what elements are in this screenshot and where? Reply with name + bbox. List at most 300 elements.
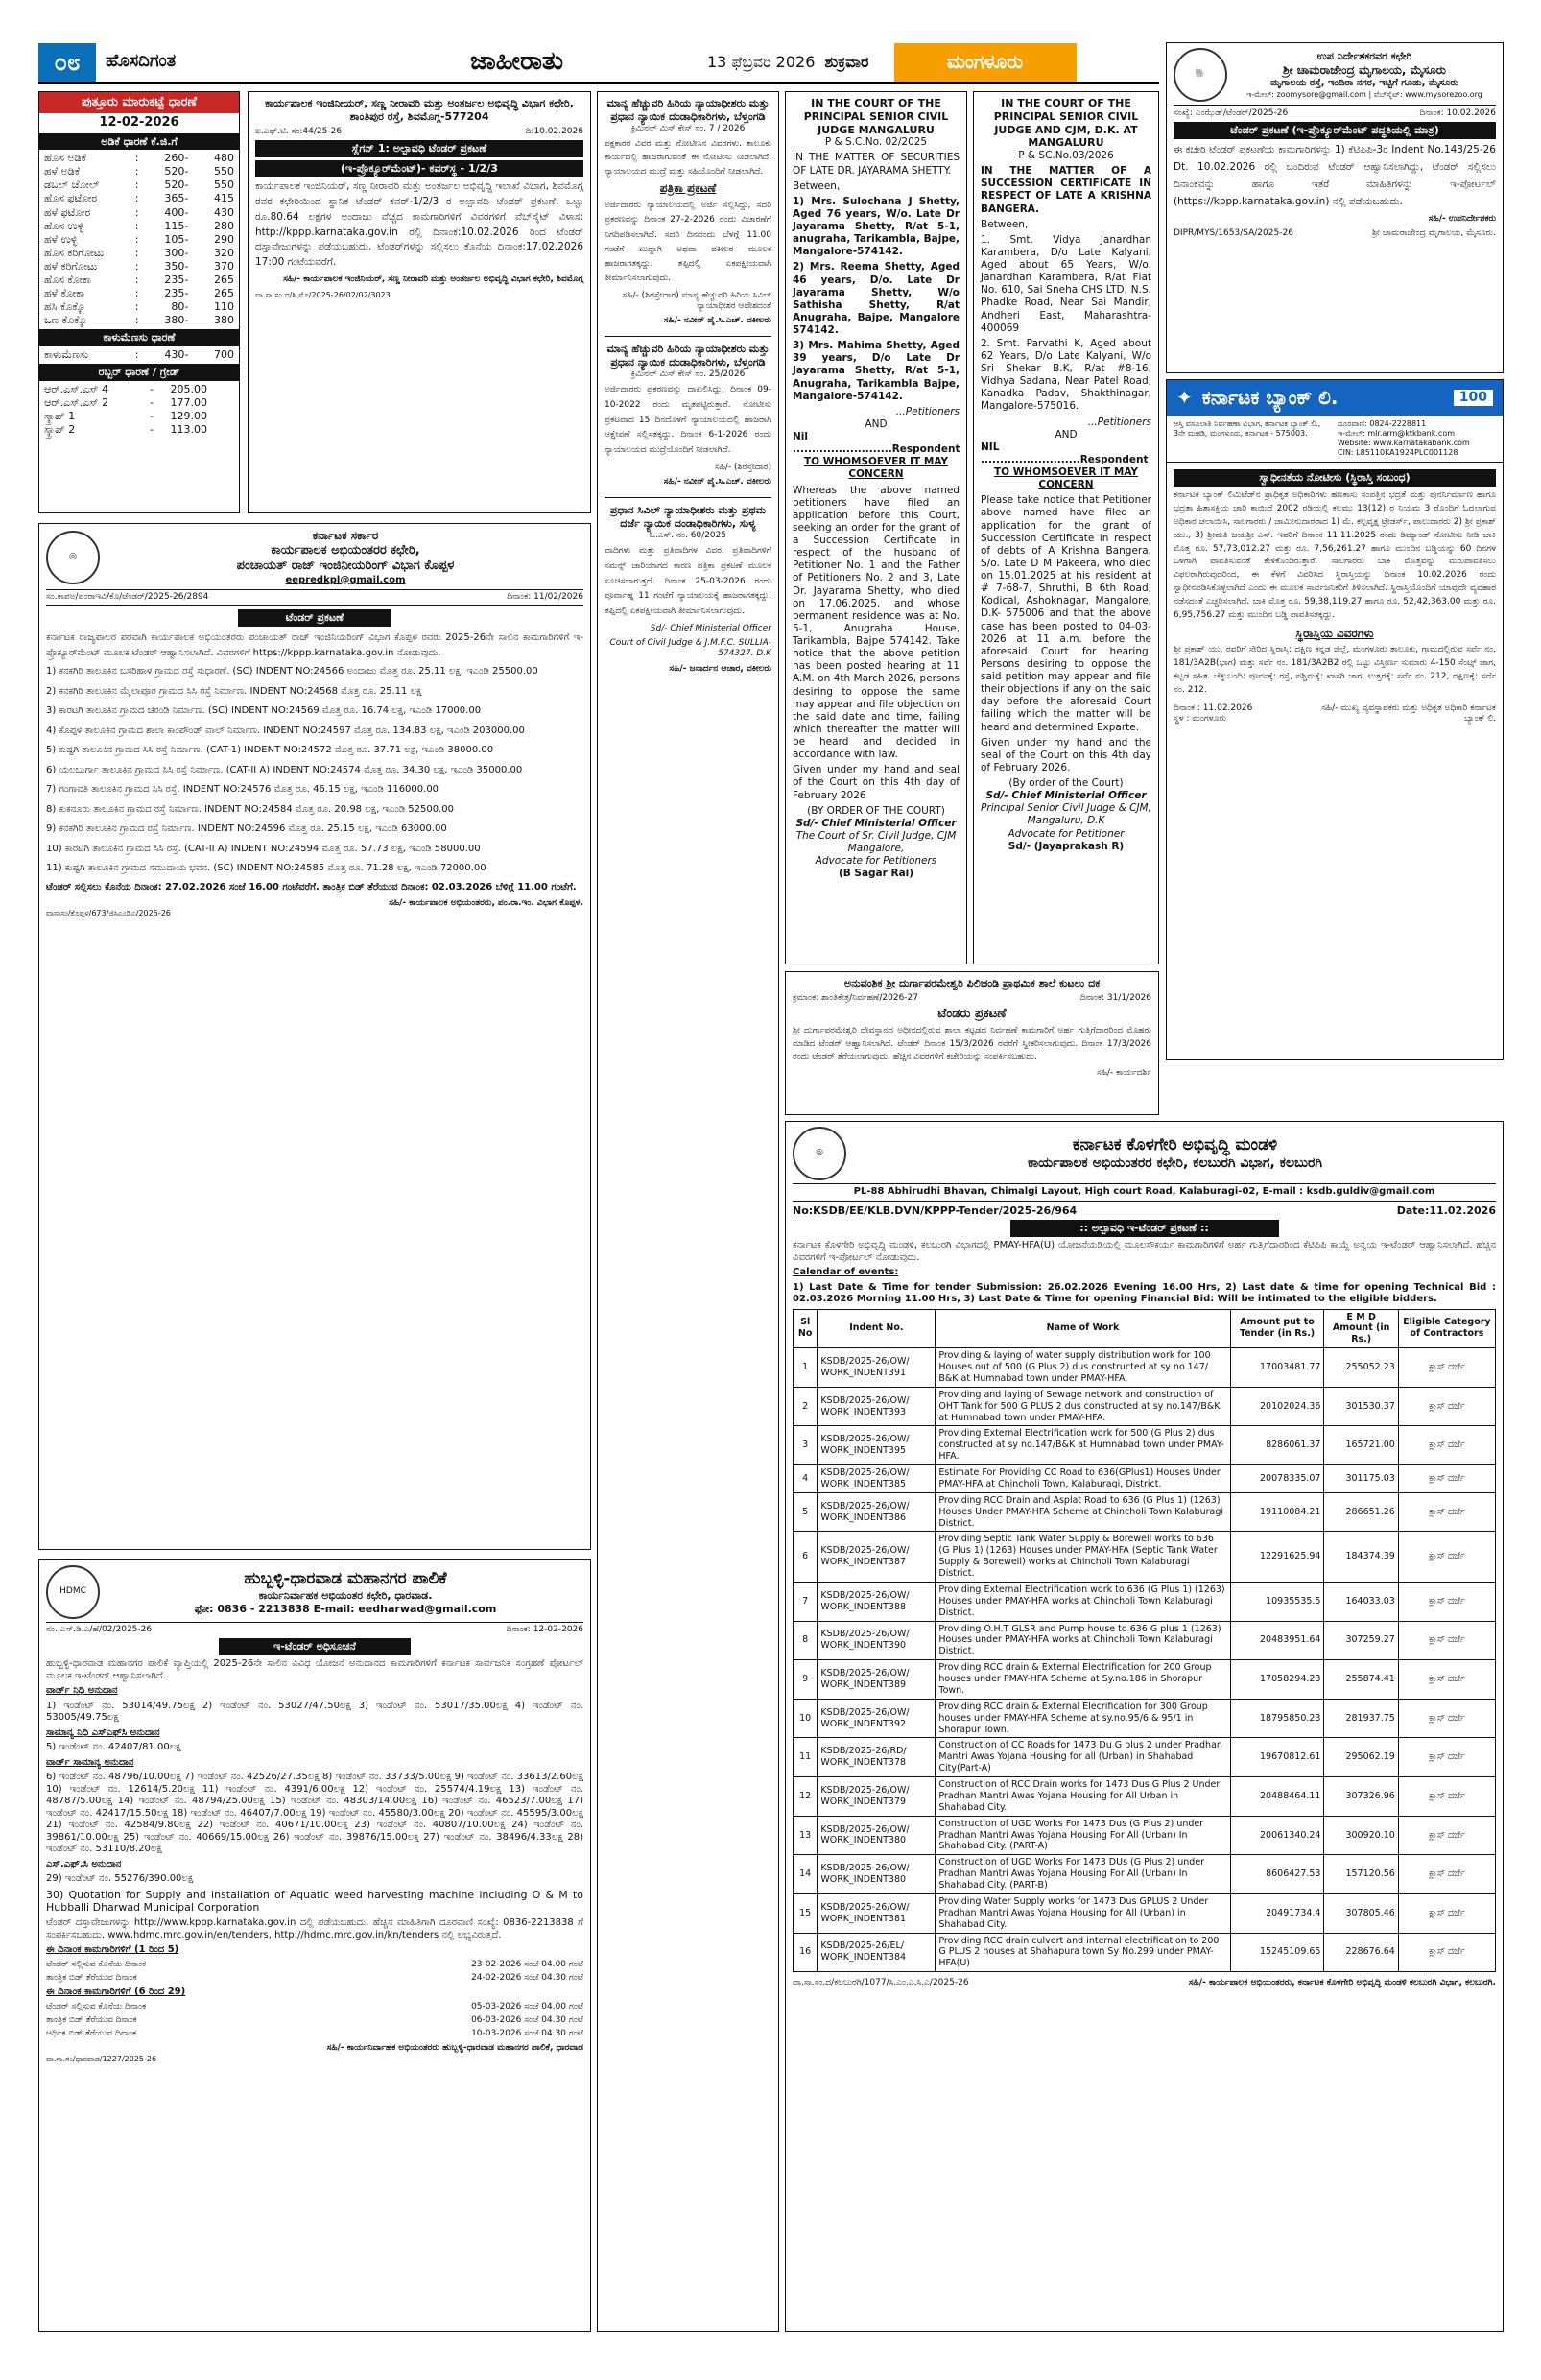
masthead: [38, 42, 1159, 84]
amount-cell: 15245109.65: [1230, 1933, 1324, 1972]
page-number: ೦೮: [38, 43, 96, 82]
market-item-low: 235: [164, 273, 185, 286]
category-cell: ಕ್ಲಾಸ್ ದರ್ಜೆ: [1398, 1933, 1495, 1972]
sl-cell: 9: [794, 1660, 818, 1700]
market-item-low: 80: [171, 300, 185, 314]
pepper-row: ಕಾಳುಮೆಣಸು : 430 - 700: [44, 348, 235, 362]
court-a-respondent: Nil ..........................Respondent: [793, 431, 960, 456]
work-cell: Construction of UGD Works For 1473 DUs (G Plus 2) under Pradhan Mantri Awas Yojana Housing For All (Urban) In Shahabad City. (PART-B): [936, 1855, 1230, 1894]
indent-cell: KSDB/2025-26/OW/ WORK_INDENT379: [818, 1777, 936, 1817]
separator: -: [184, 219, 189, 232]
calendar-label: ಟೆಂಡರ್ ಸಲ್ಲಿಸುವ ಕೊನೆಯ ದಿನಾಂಕ: [46, 1959, 147, 1969]
table-row: [794, 1816, 1496, 1855]
work-cell: Construction of RCC Drain works for 1473 Dus G Plus 2 Under Pradhan Mantri Awas Yojana Housing for All Urban in Shahabad City.: [936, 1777, 1230, 1817]
category-cell: ಕ್ಲಾಸ್ ದರ್ಜೆ: [1398, 1582, 1495, 1621]
indent-cell: KSDB/2025-26/OW/ WORK_INDENT385: [818, 1465, 936, 1493]
calendar-label: ಆರ್ಥಿಕ ಬಿಡ್ ತೆರೆಯುವ ದಿನಾಂಕ: [46, 2029, 137, 2038]
market-row: [44, 247, 234, 260]
category-cell: ಕ್ಲಾಸ್ ದರ್ಜೆ: [1398, 1699, 1495, 1738]
sl-cell: 13: [794, 1816, 818, 1855]
market-row: [44, 233, 234, 247]
rubber-grade: ಸ್ಕ್ರಾಪ್ 2: [44, 423, 76, 437]
amount-cell: 8606427.53: [1230, 1855, 1324, 1894]
amount-cell: 19670812.61: [1230, 1738, 1324, 1777]
separator: :: [134, 232, 139, 246]
market-row: [44, 220, 234, 233]
court2-sign: ಸಹಿ/- (ಶಿರಸ್ತೇದಾರ): [714, 462, 771, 472]
ksdb-table-body: [794, 1348, 1496, 1972]
table-header-cell: Eligible Category of Contractors: [1398, 1309, 1495, 1348]
work-cell: Construction of UGD Works For 1473 Dus (G Plus 2) under Pradhan Mantri Awas Yojana Housing For All (Urban) In Shahabad City. (PART-A): [936, 1816, 1230, 1855]
temple-sign: ಸಹಿ/- ಕಾರ್ಯದರ್ಶಿ: [1096, 1067, 1151, 1078]
separator: :: [134, 314, 139, 327]
emd-cell: 301530.37: [1324, 1387, 1398, 1426]
sl-cell: 14: [794, 1855, 818, 1894]
court3-case: ಓ.ಎಸ್. ನಂ. 60/2025: [649, 530, 727, 540]
indent-cell: KSDB/2025-26/OW/ WORK_INDENT393: [818, 1387, 936, 1426]
indent-cell: KSDB/2025-26/OW/ WORK_INDENT380: [818, 1855, 936, 1894]
shimoga-ref: ಐ.ಎಫ್.ಟಿ. ಸಂ:44/25-26: [255, 126, 343, 136]
indent-cell: KSDB/2025-26/OW/ WORK_INDENT390: [818, 1621, 936, 1660]
calendar-label: ತಾಂತ್ರಿಕ ಬಿಡ್ ತೆರೆಯುವ ದಿನಾಂಕ: [46, 2014, 137, 2025]
separator: -: [184, 232, 189, 246]
mysore-body: ಈ ಕಚೇರಿ ಟೆಂಡರ್ ಪ್ರಕಟಣೆಯ ಕಾಮಗಾರಿಗಳನ್ನು 1) ಕೆಟಿಪಿಪಿ-3ರ Indent No.143/25-26 Dt. 10.02.2026 ರಲ್ಲಿ ಬಂದಿರುವ ಟೆಂಡರ್ ಆಹ್ವಾನಿಸಲಾಗಿದ್ದು, ಟೆಂಡರ್ ಸಲ್ಲಿಸಲು ದಿನಾಂಕವನ್ನು ಹಾಗೂ ಇತರೆ ಮಾಹಿತಿಗಳನ್ನು ಇ-ಪೋರ್ಟಲ್ (https://kppp.karnataka.gov.in) ನಲ್ಲಿ ಪಡೆಯಬಹುದು.: [1174, 144, 1496, 207]
court-a-to-whom: TO WHOMSOEVER IT MAY CONCERN: [803, 456, 949, 481]
work-cell: Providing O.H.T GLSR and Pump house to 636 G plus 1 (1263) Houses under PMAY-HFA works at Chincholi Town Kalaburagi District.: [936, 1621, 1230, 1660]
table-row: [794, 1933, 1496, 1972]
hubli-group-label: ಎಸ್.ಎಫ್.ಸಿ ಅನುದಾನ: [46, 1858, 122, 1869]
zoo-logo-icon: 🐘: [1174, 48, 1227, 102]
ksdb-office: ಕಾರ್ಯಪಾಲಕ ಅಭಿಯಂತರರ ಕಛೇರಿ, ಕಲಬುರಗಿ ವಿಭಾಗ, ಕಲಬುರಗಿ: [1027, 1154, 1323, 1171]
court1-case: ಕ್ರಿಮಿನಲ್ ಮಿಸ್ ಕೇಸ್ ನಂ. 7 / 2026: [630, 123, 746, 133]
calendar-value: 05-03-2026 ಸಂಜೆ 04.00 ಗಂಟೆ: [471, 2001, 583, 2011]
market-item-name: ಹಳೆ ಫಟೋರ: [44, 205, 91, 219]
shimoga-office: ಕಾರ್ಯಪಾಲಕ ಇಂಜಿನೀಯರ್, ಸಣ್ಣ ನೀರಾವರಿ ಮತ್ತು ಅಂತರ್ಜಲ ಅಭಿವೃದ್ಧಿ ವಿಭಾಗ ಕಛೇರಿ, ಶಾಂತಿಪುರ ರಸ್ತೆ, ಶಿವಮೊಗ್ಗ-577204: [265, 97, 574, 123]
kbl-address: ಆಸ್ತಿ ವಸೂಲಾತಿ ನಿರ್ವಹಣಾ ವಿಭಾಗ, ಕರ್ನಾಟಕ ಬ್ಯಾಂಕ್ ಲಿ., 3ನೇ ಮಹಡಿ, ಮಂಗಳೂರು, ಕರ್ನಾಟಕ - 575003.: [1174, 419, 1321, 438]
category-cell: ಕ್ಲಾಸ್ ದರ್ಜೆ: [1398, 1348, 1495, 1388]
separator: -: [184, 246, 189, 259]
sl-cell: 4: [794, 1465, 818, 1493]
market-item-high: 550: [214, 165, 235, 178]
indent-cell: KSDB/2025-26/RD/ WORK_INDENT378: [818, 1738, 936, 1777]
ksdb-kalaburagi-tender: [785, 1121, 1504, 2332]
category-cell: ಕ್ಲಾಸ್ ದರ್ಜೆ: [1398, 1660, 1495, 1700]
court-a-case: P & S.C.No. 02/2025: [824, 136, 928, 149]
court-b-pet-label: ...Petitioners: [1087, 416, 1151, 428]
temple-school-tender: [785, 971, 1159, 1115]
court-a-petitioner-2: 2) Mrs. Reema Shetty, Aged 46 years, D/o. Late Dr Jayarama Shetty, W/o Sathisha Shetty, R/at Anugraha, Bajpe, Mangalore 574142.: [793, 261, 960, 336]
amount-cell: 20488464.11: [1230, 1777, 1324, 1817]
indent-cell: KSDB/2025-26/OW/ WORK_INDENT391: [818, 1348, 936, 1388]
work-cell: Providing and laying of Sewage network and construction of OHT Tank for 500 G PLUS 2 dus constructed at sy no.147/B&K at Humnabad town under PMAY-HFA.: [936, 1387, 1230, 1426]
paper-name: ಹೊಸದಿಗಂತ: [106, 51, 177, 72]
court1-advocate: ಸಹಿ/- ನವೀನ್ ಪೈ.ಸಿ.ಎಚ್. ವಕೀಲರು: [663, 316, 771, 326]
market-item-name: ಹಳೆ ಅಡಿಕೆ: [44, 165, 81, 178]
rubber-row: [44, 410, 234, 423]
issue-day: ಶುಕ್ರವಾರ: [824, 52, 869, 71]
market-item-high: 110: [214, 300, 235, 314]
separator: -: [184, 192, 189, 205]
hubli-calendar-2: [46, 2002, 583, 2040]
amount-cell: 18795850.23: [1230, 1699, 1324, 1738]
mysore-sign: ಸಹಿ/- ಉಪನಿರ್ದೇಶಕರು: [1428, 214, 1496, 225]
mysore-line4: ಇ-ಮೇಲ್: zoomysore@gmail.com | ವೆಬ್‌ಸೈಟ್: www.mysorezoo.org: [1246, 89, 1482, 99]
rubber-value: 113.00: [170, 423, 207, 437]
rubber-grade: ಆರ್.ಎಸ್.ಎಸ್ 2: [44, 395, 109, 409]
emd-cell: 255052.23: [1324, 1348, 1398, 1388]
court-a-sd2: The Court of Sr. Civil Judge, CJM Mangalore,: [795, 829, 957, 854]
court-a-body: Whereas the above named petitioners have filed an application before this Court, seeking an order for the grant of a Succession Certificate in respect of the husband of Petitioner No. 1 and the Father of Petitioners No. 2 and 3, Late Dr. Jayarama Shetty, who died on 17.06.2025, and whose permanent residence was at No. 5-1, Anugraha House, Tarikambla, Bajpe 574142. Take notice that the above petition has been posted hearing at 11 A.M. on 4th March 2026, persons desiring to oppose the same may appear and file objection on the said date and time, failing which thereafter the matter will be heard and decided in accordance with law.: [793, 484, 960, 761]
hubli-group-label: ವಾರ್ಡ್ ಸಾಮಾನ್ಯ ಅನುದಾನ: [46, 1756, 134, 1768]
kbl-body: ಕರ್ನಾಟಕ ಬ್ಯಾಂಕ್ ಲಿಮಿಟೆಡ್‌ನ ಪ್ರಾಧಿಕೃತ ಅಧಿಕಾರಿಗಳು ಹಣಕಾಸು ಸಂಪತ್ತಿನ ಭದ್ರತೆ ಮತ್ತು ಪುನರ್ನಿರ್ಮಾಣ ಹಾಗೂ ಭದ್ರತಾ ಹಿತಾಸಕ್ತಿಯ ಜಾರಿ ಕಾಯಿದೆ 2002 ರಡಿಯಲ್ಲಿ ಕಲಮು 13(12) ರ ನಿಯಮ 3 ರೊಂದಿಗೆ ಓದಲಾಗುವ ಅಧಿಕಾರ ಚಲಾಯಿಸಿ, ಸಾಲಗಾರರು / ಜಾಮೀನುದಾರರಾದ 1) ಮೆ. ಕಲ್ಪವೃಕ್ಷ ಟ್ರೇಡರ್ಸ್, ಪಾಲುದಾರರು 2) ಶ್ರೀ ಪ್ರಕಾಶ್ ಯು., 3) ಶ್ರೀಮತಿ ಜಯಶ್ರೀ ಎಸ್. ಇವರಿಗೆ ದಿನಾಂಕ 11.11.2025 ರಂದು ಡಿಮ್ಯಾಂಡ್ ನೋಟೀಸು ನೀಡಿ ಬಾಕಿ ಮೊತ್ತ ರೂ. 57,73,012.27 ಮತ್ತು ರೂ. 7,56,261.27 ಹಾಗೂ ಮುಂದಿನ ಬಡ್ಡಿಯನ್ನು 60 ದಿನಗಳ ಒಳಗಾಗಿ ಪಾವತಿಸುವಂತೆ ಕೇಳಿಕೊಂಡಿರುತ್ತಾರೆ. ಸಾಲಗಾರರು ಬಾಕಿ ಮೊತ್ತವನ್ನು ಮರುಪಾವತಿಸಲು ವಿಫಲರಾಗಿರುವುದರಿಂದ, ಈ ಕೆಳಗೆ ವಿವರಿಸಿದ ಸ್ಥಿರಾಸ್ತಿಯನ್ನು ದಿನಾಂಕ 10.02.2026 ರಂದು ಸ್ವಾಧೀನಪಡಿಸಿಕೊಳ್ಳಲಾಗಿದೆ ಎಂದು ಈ ಮೂಲಕ ಸಾರ್ವಜನಿಕರಿಗೆ ತಿಳಿಸಲಾಗಿದೆ. ಸ್ಥಿರಾಸ್ತಿಯೊಂದಿಗೆ ಯಾವುದೇ ವ್ಯವಹಾರ ನಡೆಸದಂತೆ ಎಚ್ಚರಿಸಲಾಗಿದೆ. ಬಾಕಿ ಮೊತ್ತ ರೂ. 59,38,119.27 ಹಾಗೂ ರೂ. 52,42,363.00 ಮತ್ತು ರೂ. 6,95,756.27 ಮತ್ತು ಮುಂದಿನ ಬಡ್ಡಿ ಪಾವತಿಸತಕ್ಕದ್ದು.: [1174, 489, 1496, 621]
koppal-dates: ಟೆಂಡರ್ ಸಲ್ಲಿಸಲು ಕೊನೆಯ ದಿನಾಂಕ: 27.02.2026 ಸಂಜೆ 16.00 ಗಂಟೆವರೆಗೆ. ತಾಂತ್ರಿಕ ಬಿಡ್ ತೆರೆಯುವ ದಿನಾಂಕ: 02.03.2026 ಬೆಳಿಗ್ಗೆ 11.00 ಗಂಟೆಗೆ.: [46, 881, 577, 892]
separator: -: [184, 287, 189, 300]
court-b-order: (By order of the Court): [1008, 777, 1124, 789]
koppal-email: eepredkpl@gmail.com: [285, 574, 406, 585]
hubli-calendar-title: ಈ ದಿನಾಂಕ ಕಾಮಗಾರಿಗಳಿಗೆ (1 ರಿಂದ 5): [46, 1944, 179, 1955]
ksdb-ref: No:KSDB/EE/KLB.DVN/KPPP-Tender/2025-26/964: [793, 1203, 1078, 1217]
shimoga-tender-notice: [248, 91, 591, 513]
rubber-grade: ಆರ್.ಎಸ್.ಎಸ್ 4: [44, 382, 109, 395]
court3-body: ವಾದಿಗಳು ಮತ್ತು ಪ್ರತಿವಾದಿಗಳ ವಿವರ. ಪ್ರತಿವಾದಿಗಳಿಗೆ ಸಮನ್ಸ್ ಜಾರಿಯಾಗದ ಕಾರಣ ಪತ್ರಿಕಾ ಪ್ರಕಟಣೆ ಮೂಲಕ ಸೂಚಿಸಲಾಗುತ್ತದೆ. ದಿನಾಂಕ 25-03-2026 ರಂದು ಪೂರ್ವಾಹ್ನ 11 ಗಂಟೆಗೆ ನ್ಯಾಯಾಲಯಕ್ಕೆ ಹಾಜರಾಗತಕ್ಕದ್ದು. ತಪ್ಪಿದಲ್ಲಿ ಏಕಪಕ್ಷೀಯವಾಗಿ ತೀರ್ಮಾನಿಸಲಾಗುವುದು.: [605, 546, 771, 617]
separator: -: [184, 152, 189, 165]
court1-subtitle: ಪತ್ರಿಕಾ ಪ್ರಕಟಣೆ: [659, 180, 717, 195]
calendar-value: 10-03-2026 ಸಂಜೆ 04.30 ಗಂಟೆ: [471, 2029, 583, 2038]
court1-sign: ಸಹಿ/- (ಶಿರಸ್ತೇದಾರ) ಮಾನ್ಯ ಹೆಚ್ಚುವರಿ ಹಿರಿಯ ಸಿವಿಲ್ ನ್ಯಾಯಾಧೀಶರ ಆದೇಶದಂತೆ: [622, 290, 771, 311]
hubli-date: ದಿನಾಂಕ: 12-02-2026: [506, 1625, 583, 1634]
table-header-cell: E M D Amount (in Rs.): [1324, 1309, 1398, 1348]
court-a-petitioner-1: 1) Mrs. Sulochana J Shetty, Aged 76 years, W/o. Late Dr Jayarama Shetty, R/at 5-1, anugraha, Tarikambla, Bajpe, Mangalore-574142.: [793, 195, 960, 258]
market-item-high: 280: [214, 219, 235, 232]
court3-advocate: ಸಹಿ/- ಜನಾರ್ದನ ಆಚಾರ, ವಕೀಲರು: [669, 663, 771, 674]
separator: :: [134, 178, 139, 192]
emd-cell: 301175.03: [1324, 1465, 1398, 1493]
court-a-title: IN THE COURT OF THE PRINCIPAL SENIOR CIVIL JUDGE MANGALURU: [803, 97, 949, 136]
ksdb-intro: ಕರ್ನಾಟಕ ಕೊಳಗೇರಿ ಅಭಿವೃದ್ಧಿ ಮಂಡಳಿ, ಕಲಬುರಗಿ ವಿಭಾಗದಲ್ಲಿ PMAY-HFA(U) ಯೋಜನೆಯಡಿಯಲ್ಲಿ ಮೂಲಸೌಕರ್ಯ ಕಾಮಗಾರಿಗಳಿಗೆ ಅರ್ಹ ಗುತ್ತಿಗೆದಾರರಿಂದ ಕೆಟಿಪಿಪಿ ಕಾಯ್ದೆ ಅನ್ವಯ ಇ-ಟೆಂಡರ್ ಆಹ್ವಾನಿಸಲಾಗಿದೆ. ಹೆಚ್ಚಿನ ವಿವರಗಳಿಗೆ ಇ-ಪೋರ್ಟಲ್ ನೋಡುವುದು.: [793, 1240, 1496, 1263]
market-item-name: ಹೊಸ ಕರಿಗೋಟು: [44, 246, 105, 259]
indent-cell: KSDB/2025-26/OW/ WORK_INDENT380: [818, 1816, 936, 1855]
separator: -: [184, 300, 189, 314]
market-item-high: 290: [214, 232, 235, 246]
table-row: [794, 1777, 1496, 1817]
court-a-matter: IN THE MATTER OF SECURITIES OF LATE DR. JAYARAMA SHETTY.: [793, 152, 960, 177]
mysore-footer-2: ಶ್ರೀ ಚಾಮರಾಜೇಂದ್ರ ಮೃಗಾಲಯ, ಮೈಸೂರು.: [1372, 227, 1496, 238]
separator: :: [134, 152, 139, 165]
court1-body: ಅರ್ಜಿದಾರರು ನ್ಯಾಯಾಲಯದಲ್ಲಿ ಅರ್ಜಿ ಸಲ್ಲಿಸಿದ್ದು, ಸದರಿ ಪ್ರಕರಣವನ್ನು ದಿನಾಂಕ 27-2-2026 ರಂದು ವಿಚಾರಣೆಗೆ ನಿಗದಿಪಡಿಸಲಾಗಿದೆ. ಸದರಿ ದಿನದಂದು ಬೆಳಗ್ಗೆ 11.00 ಗಂಟೆಗೆ ಖುದ್ದಾಗಿ ಅಥವಾ ವಕೀಲರ ಮೂಲಕ ಹಾಜರಾಗತಕ್ಕದ್ದು. ತಪ್ಪಿದಲ್ಲಿ ಏಕಪಕ್ಷೀಯವಾಗಿ ತೀರ್ಮಾನಿಸಲಾಗುವುದು.: [605, 200, 771, 284]
court-b-advocate-name: Sd/- (Jayaprakash R): [1008, 840, 1125, 852]
pepper-name: ಕಾಳುಮೆಣಸು: [44, 348, 89, 362]
hubli-group-text: 29) ಇಂಡೆಂಟ್ ನಂ. 55276/390.00ಲಕ್ಷ: [46, 1873, 194, 1884]
emd-cell: 184374.39: [1324, 1532, 1398, 1583]
category-cell: ಕ್ಲಾಸ್ ದರ್ಜೆ: [1398, 1738, 1495, 1777]
hubli-title: ಹುಬ್ಬಳ್ಳಿ-ಧಾರವಾಡ ಮಹಾನಗರ ಪಾಲಿಕೆ: [244, 1568, 447, 1588]
court-b-to-whom: TO WHOMSOEVER IT MAY CONCERN: [993, 466, 1139, 491]
koppal-items: [46, 663, 583, 877]
category-cell: ಕ್ಲಾಸ್ ದರ್ಜೆ: [1398, 1777, 1495, 1817]
shimoga-date: ದಿ:10.02.2026: [525, 126, 583, 136]
market-item-low: 400: [164, 205, 185, 219]
market-date: 12-02-2026: [99, 115, 179, 131]
sl-cell: 2: [794, 1387, 818, 1426]
market-row: [44, 165, 234, 178]
sl-cell: 1: [794, 1348, 818, 1388]
work-cell: Providing RCC drain culvert and internal electrification to 200 G PLUS 2 houses at Shahapura town Sy No.299 under PMAY-HFA(U): [936, 1933, 1230, 1972]
market-rows: [39, 150, 239, 329]
koppal-item: 5) ಕುಷ್ಟಗಿ ತಾಲೂಕಿನ ಗ್ರಾಮದ ಸಿಸಿ ರಸ್ತೆ ನಿರ್ಮಾಣ. (CAT-1) INDENT NO:24572 ಮೊತ್ತ ರೂ. 37.71 ಲಕ್ಷ, ಇಎಂಡಿ 38000.00: [46, 745, 494, 755]
table-row: [794, 1893, 1496, 1933]
amount-cell: 17003481.77: [1230, 1348, 1324, 1388]
amount-cell: 12291625.94: [1230, 1532, 1324, 1583]
work-cell: Providing Septic Tank Water Supply & Borewell works to 636 (G Plus 1) (1263) Houses under PMAY-HFA (Septic Tank Water Supply & Borewell) works at Chincholi Town Kalaburagi District.: [936, 1532, 1230, 1583]
separator: :: [134, 205, 139, 219]
emd-cell: 281937.75: [1324, 1699, 1398, 1738]
koppal-banner: ಟೆಂಡರ್ ಪ್ರಕಟಣೆ: [238, 609, 391, 627]
emd-cell: 307805.46: [1324, 1893, 1398, 1933]
court-b-petitioner-2: 2. Smt. Parvathi K, Aged about 62 Years, D/o Late Kalyani, W/o Sri Shekar B.K, R/at #8-16, Vidhya Sadana, Near Patel Road, Kanadka Padav, Shakthinagar, Mangalore-575016.: [981, 337, 1151, 413]
market-item-low: 300: [164, 246, 185, 259]
court-b-body: Please take notice that Petitioner above named have filed an application for the grant of Succession Certificate in respect of debts of A Krishna Bangera, S/o. Late D M Pakeera, who died on 15.01.2025 at his resident at # 7-68-7, Shruthi, B 6th Road, Kodical, Ashoknagar, Mangalore, D.K- 575006 and that the above case has been posted to 04-03-2026 at 11 a.m. before the aforesaid Court for hearing. Persons desiring to oppose the said petition may appear and file their objections if any on the said day before the aforesaid Court failing which the matter will be heard and determined Exparte.: [981, 494, 1151, 733]
ksdb-calendar: 1) Last Date & Time for tender Submission: 26.02.2026 Evening 16.00 Hrs, 2) Last date & time for opening Technical Bid : 02.03.2026 Morning 11.00 Hrs, 3) Last Date & Time for opening Financial Bid: Will be intimated to the eligible bidders.: [793, 1281, 1496, 1304]
temple-ref: ಕ್ರಮಾಂಕ: ಶಾಂತಿಕೇತ್ರ/ನಿರ್ವಹಣೆ/2026-27: [793, 992, 919, 1003]
table-row: [794, 1426, 1496, 1465]
court-a-given: Given under my hand and seal of the Court on this 4th day of February 2026: [793, 764, 960, 801]
koppal-item: 3) ಕಾರಟಗಿ ತಾಲೂಕಿನ ಗ್ರಾಮದ ಚರಂಡಿ ನಿರ್ಮಾಣ. (SC) INDENT NO:24569 ಮೊತ್ತ ರೂ. 16.74 ಲಕ್ಷ, ಇಎಂಡಿ 17000.00: [46, 705, 482, 716]
kbl-cin: CIN: L85110KA1924PLC001128: [1338, 448, 1458, 457]
rubber-title: ರಬ್ಬರ್ ಧಾರಣೆ / ಗ್ರೇಡ್: [39, 364, 239, 381]
market-item-name: ಹೊಸ ಕೋಕಾ: [44, 273, 91, 286]
market-row: [44, 287, 234, 300]
market-rates-box: [38, 91, 240, 513]
pepper-low: 430: [164, 348, 185, 362]
kbl-banner: [1167, 380, 1503, 416]
sl-cell: 16: [794, 1933, 818, 1972]
market-row: [44, 274, 234, 287]
sl-cell: 11: [794, 1738, 818, 1777]
rubber-row: [44, 396, 234, 410]
market-item-low: 260: [164, 152, 185, 165]
court-b-respondent: NIL ..........................Respondent: [981, 440, 1149, 465]
kbl-sign: ಸಹಿ/- ಮುಖ್ಯ ವ್ಯವಸ್ಥಾಪಕರು ಮತ್ತು ಅಧಿಕೃತ ಅಧಿಕಾರಿ ಕರ್ನಾಟಕ ಬ್ಯಾಂಕ್ ಲಿ.: [1321, 702, 1496, 725]
koppal-division: ಪಂಚಾಯತ್ ರಾಜ್ ಇಂಜಿನೀಯರಿಂಗ್ ವಿಭಾಗ ಕೊಪ್ಪಳ: [236, 559, 455, 574]
court2-title: ಮಾನ್ಯ ಹೆಚ್ಚುವರಿ ಹಿರಿಯ ನ್ಯಾಯಾಧೀಶರು ಮತ್ತು ಪ್ರಧಾನ ನ್ಯಾಯಿಕ ದಂಡಾಧಿಕಾರಿಗಳು, ಬೆಳ್ತಂಗಡಿ: [606, 343, 770, 369]
emd-cell: 164033.03: [1324, 1582, 1398, 1621]
kbl-date: ದಿನಾಂಕ : 11.02.2026: [1174, 702, 1253, 713]
market-item-high: 265: [214, 273, 235, 286]
mysore-date: ದಿನಾಂಕ: 10.02.2026: [1419, 108, 1496, 118]
court-b-case: P & SC.No.03/2026: [1018, 150, 1114, 161]
indent-cell: KSDB/2025-26/OW/ WORK_INDENT395: [818, 1426, 936, 1465]
section-title: ಜಾಹೀರಾತು: [470, 47, 563, 77]
hubli-ref: ನಂ. ಎಸ್.ಡಿ.ಎ/ಹೆ/02/2025-26: [46, 1625, 153, 1634]
koppal-item: 11) ಕುಷ್ಟಗಿ ತಾಲೂಕಿನ ಗ್ರಾಮದ ಸಮುದಾಯ ಭವನ. (SC) INDENT NO:24585 ಮೊತ್ತ ರೂ. 71.28 ಲಕ್ಷ, ಇಎಂಡಿ 72000.00: [46, 863, 486, 873]
separator: -: [150, 382, 154, 395]
temple-date: ದಿನಾಂಕ: 31/1/2026: [1079, 992, 1151, 1003]
separator: :: [134, 300, 139, 314]
koppal-sign: ಸಹಿ/- ಕಾರ್ಯಪಾಲಕ ಅಭಿಯಂತರರು, ಪಂ.ರಾ.ಇಂ. ವಿಭಾಗ ಕೊಪ್ಪಳ.: [389, 898, 583, 908]
table-header-cell: Indent No.: [818, 1309, 936, 1348]
market-row: [44, 206, 234, 220]
hubli-ref-row: [46, 1622, 583, 1635]
market-item-name: ಒಣ ಕೊಕ್ಕೊ: [44, 314, 87, 327]
table-row: [794, 1621, 1496, 1660]
rubber-row: [44, 423, 234, 437]
emd-cell: 165721.00: [1324, 1426, 1398, 1465]
mysore-line2: ಶ್ರೀ ಚಾಮರಾಜೇಂದ್ರ ಮೃಗಾಲಯ, ಮೈಸೂರು: [1283, 63, 1446, 78]
court-notice-jayarama-shetty: [785, 91, 967, 964]
hubli-dharwad-tender-notice: [38, 1559, 591, 2332]
amount-cell: 20491734.4: [1230, 1893, 1324, 1933]
court-a-between: Between,: [793, 179, 841, 192]
market-item-name: ಹಸಿ ಕೊಕ್ಕೊ: [44, 300, 85, 314]
market-item-high: 265: [214, 287, 235, 300]
work-cell: Construction of CC Roads for 1473 Du G plus 2 under Pradhan Mantri Awas Yojana Housing for all (Urban) in Shahabad City(Part-A): [936, 1738, 1230, 1777]
hubli-sign: ಸಹಿ/- ಕಾರ್ಯನಿರ್ವಾಹಕ ಅಭಿಯಂತರರು ಹುಬ್ಬಳ್ಳಿ-ಧಾರವಾಡ ಮಹಾನಗರ ಪಾಲಿಕೆ, ಧಾರವಾಡ: [326, 2043, 583, 2054]
koppal-gov: ಕರ್ನಾಟಕ ಸರ್ಕಾರ: [312, 529, 379, 542]
kbl-property: ಶ್ರೀ ಪ್ರಕಾಶ್ ಯು. ರವರಿಗೆ ಸೇರಿದ ಸ್ಥಿರಾಸ್ತಿ: ದಕ್ಷಿಣ ಕನ್ನಡ ಜಿಲ್ಲೆ, ಮಂಗಳೂರು ತಾಲೂಕು, ಗ್ರಾಮದಲ್ಲಿರುವ ಸರ್ವೆ ನಂ. 181/3A2B(ಭಾಗ) ಮತ್ತು ಸರ್ವೆ ನಂ. 181/3A2B2 ರಲ್ಲಿ ಒಟ್ಟು ವಿಸ್ತೀರ್ಣ ಸುಮಾರು 4-150 ಸೆಂಟ್ಸ್ ಜಾಗ, ಕಟ್ಟಡ ಸಹಿತ. ಚೆಕ್ಕುಬಂದಿ: ಪೂರ್ವಕ್ಕೆ: ರಸ್ತೆ, ಪಶ್ಚಿಮಕ್ಕೆ: ಖಾಸಗಿ ಜಾಗ, ಉತ್ತರಕ್ಕೆ: ಸರ್ವೆ ನಂ. 212, ದಕ್ಷಿಣಕ್ಕೆ: ಸರ್ವೆ ನಂ. 212.: [1174, 645, 1496, 695]
ksdb-footer: ವಾ.ಸಾ.ಸಂ.ದ/ಕಲಬುರಗಿ/1077/ಸಿ.ಎಂ.ಎ.ಸಿ.ಎ/2025-26: [793, 1978, 969, 1988]
kbl-footer-row: [1174, 703, 1496, 726]
work-cell: Providing RCC Drain and Asplat Road to 636 (G Plus 1) (1263) Houses Under PMAY-HFA Scheme at Chincholi Town Kalaburagi District.: [936, 1492, 1230, 1532]
koppal-item: 4) ಕೊಪ್ಪಳ ತಾಲೂಕಿನ ಗ್ರಾಮದ ಶಾಲಾ ಕಾಂಪೌಂಡ್ ವಾಲ್ ನಿರ್ಮಾಣ. INDENT NO:24597 ಮೊತ್ತ ರೂ. 134.83 ಲಕ್ಷ, ಇಎಂಡಿ 203000.00: [46, 725, 525, 736]
work-cell: Estimate For Providing CC Road to 636(GPlus1) Houses Under PMAY-HFA at Chincholi Town, Kalaburagi, District.: [936, 1465, 1230, 1493]
market-item-low: 380: [164, 314, 185, 327]
table-row: [794, 1582, 1496, 1621]
market-item-low: 365: [164, 192, 185, 205]
market-item-name: ಹೊಸ ಉಳ್ಳಿ: [44, 219, 84, 232]
calendar-value: 23-02-2026 ಸಂಜೆ 04.00 ಗಂಟೆ: [471, 1959, 583, 1969]
court-b-given: Given under my hand and the seal of the Court on this 4th day of February 2026.: [981, 736, 1151, 774]
shimoga-banner: ಸ್ಲೆಗನ್ 1: ಅಲ್ಪಾವಧಿ ಟೆಂಡರ್ ಪ್ರಕಟಣೆ: [255, 140, 583, 157]
sl-cell: 6: [794, 1532, 818, 1583]
hubli-calendar-row: [46, 2029, 583, 2039]
market-row: [44, 260, 234, 274]
court3-title: ಪ್ರಧಾನ ಸಿವಿಲ್ ನ್ಯಾಯಾಧೀಶರು ಮತ್ತು ಪ್ರಥಮ ದರ್ಜೆ ನ್ಯಾಯಿಕ ದಂಡಾಧಿಕಾರಿಗಳು, ಸುಳ್ಯ: [609, 504, 767, 531]
ksdb-address: PL-88 Abhirudhi Bhavan, Chimalgi Layout, High court Road, Kalaburagi-02, E-mail : ksdb.guldiv@gmail.com: [793, 1183, 1496, 1202]
amount-cell: 20102024.36: [1230, 1387, 1324, 1426]
court-a-and: AND: [865, 417, 888, 430]
sl-cell: 3: [794, 1426, 818, 1465]
sl-cell: 5: [794, 1492, 818, 1532]
kbl-centenary-badge: 100: [1454, 390, 1493, 407]
sl-cell: 8: [794, 1621, 818, 1660]
issue-date: 13 ಫೆಬ್ರವರಿ 2026: [706, 52, 816, 71]
emd-cell: 157120.56: [1324, 1855, 1398, 1894]
market-subtitle: ಅಡಿಕೆ ಧಾರಣೆ ಕೆ.ಜಿ.ಗೆ: [39, 133, 239, 151]
emd-cell: 255874.41: [1324, 1660, 1398, 1700]
indent-cell: KSDB/2025-26/OW/ WORK_INDENT381: [818, 1893, 936, 1933]
table-row: [794, 1387, 1496, 1426]
amount-cell: 8286061.37: [1230, 1426, 1324, 1465]
category-cell: ಕ್ಲಾಸ್ ದರ್ಜೆ: [1398, 1426, 1495, 1465]
indent-cell: KSDB/2025-26/EL/ WORK_INDENT384: [818, 1933, 936, 1972]
court-notices-column: [597, 91, 779, 2332]
karnataka-bank-possession-notice: [1166, 379, 1504, 1060]
court-notice-krishna-bangera: [973, 91, 1159, 964]
hdmc-logo-icon: HDMC: [46, 1565, 100, 1619]
court-a-advocate-name: (B Sagar Rai): [838, 868, 914, 880]
emd-cell: 307326.96: [1324, 1777, 1398, 1817]
court-a-sd: Sd/- Chief Ministerial Officer: [795, 817, 957, 829]
sl-cell: 7: [794, 1582, 818, 1621]
hubli-english-item: 30) Quotation for Supply and installation of Aquatic weed harvesting machine including O & M to Hubballi Dharwad Municipal Corporation: [46, 1888, 583, 1915]
sl-cell: 12: [794, 1777, 818, 1817]
market-row: [44, 300, 234, 314]
category-cell: ಕ್ಲಾಸ್ ದರ್ಜೆ: [1398, 1621, 1495, 1660]
table-header-cell: Name of Work: [936, 1309, 1230, 1348]
emd-cell: 228676.64: [1324, 1933, 1398, 1972]
hubli-groups: [46, 1685, 583, 1886]
market-row: [44, 192, 234, 205]
work-cell: Providing External Electrification work for 500 (G Plus 2) dus constructed at sy no.147/B&K at Humnabad town under PMAY-HFA.: [936, 1426, 1230, 1465]
temple-banner: ಟೆಂಡರು ಪ್ರಕಟಣೆ: [937, 1007, 1007, 1021]
hubli-calendar-1: [46, 1960, 583, 1985]
amount-cell: 19110084.21: [1230, 1492, 1324, 1532]
category-cell: ಕ್ಲಾಸ್ ದರ್ಜೆ: [1398, 1855, 1495, 1894]
hubli-group-text: 1) ಇಂಡೆಂಟ್ ನಂ. 53014/49.75ಲಕ್ಷ 2) ಇಂಡೆಂಟ್ ನಂ. 53027/47.50ಲಕ್ಷ 3) ಇಂಡೆಂಟ್ ನಂ. 53017/35.00ಲಕ್ಷ 4) ಇಂಡೆಂಟ್ ನಂ. 53005/49.75ಲಕ್ಷ: [46, 1700, 583, 1723]
court-b-petitioner-1: 1. Smt. Vidya Janardhan Karambera, D/o Late Kalyani, Aged about 65 Years, W/o. Janardhan Karambera, R/at Flat No. 610, Sai Sneha CHS LTD, N.S. Phadke Road, Near Sai Mandir, Andheri East, Maharashtra-400069: [981, 233, 1151, 334]
separator: :: [134, 287, 139, 300]
hubli-office: ಕಾರ್ಯನಿರ್ವಾಹಕ ಅಭಿಯಂತರ ಕಛೇರಿ, ಧಾರವಾಡ.: [258, 1588, 433, 1602]
table-row: [794, 1532, 1496, 1583]
indent-cell: KSDB/2025-26/OW/ WORK_INDENT392: [818, 1699, 936, 1738]
work-cell: Providing External Electrification work to 636 (G Plus 1) (1263) Houses under PMAY-HFA works at Chincholi Town Kalaburagi District.: [936, 1582, 1230, 1621]
hubli-calendar-title-2: ಈ ದಿನಾಂಕ ಕಾಮಗಾರಿಗಳಿಗೆ (6 ರಿಂದ 29): [46, 1987, 186, 1997]
mysore-footer-row: [1174, 228, 1496, 239]
koppal-item: 7) ಗಂಗಾವತಿ ತಾಲೂಕಿನ ಗ್ರಾಮದ ಸಿಸಿ ರಸ್ತೆ. INDENT NO:24576 ಮೊತ್ತ ರೂ. 46.15 ಲಕ್ಷ, ಇಎಂಡಿ 116000.00: [46, 784, 439, 795]
work-cell: Providing RCC drain & External Elecrification for 300 Group houses under PMAY-HFA Scheme at sy.no.95/6 & 95/1 in Shorapur Town.: [936, 1699, 1230, 1738]
ksdb-date: Date:11.02.2026: [1396, 1203, 1496, 1217]
work-cell: Providing Water Supply works for 1473 Dus GPLUS 2 Under Pradhan Mantri Awas Yojana Housing for All (Urban) in Shahabad City.: [936, 1893, 1230, 1933]
kbl-notice-banner: ಸ್ವಾಧೀನತೆಯ ನೋಟೀಸು (ಸ್ಥಿರಾಸ್ತಿ ಸಂಬಂಧ): [1174, 469, 1496, 487]
separator: -: [150, 395, 154, 409]
category-cell: ಕ್ಲಾಸ್ ದರ್ಜೆ: [1398, 1492, 1495, 1532]
separator: :: [134, 219, 139, 232]
table-row: [794, 1699, 1496, 1738]
rubber-grade: ಸ್ಕ್ರಾಪ್ 1: [44, 410, 76, 422]
table-row: [794, 1738, 1496, 1777]
koppal-ref-row: [46, 589, 583, 606]
koppal-item: 10) ಕಾರಟಗಿ ತಾಲೂಕಿನ ಗ್ರಾಮದ ಸಿಸಿ ರಸ್ತೆ. (CAT-II A) INDENT NO:24594 ಮೊತ್ತ ರೂ. 57.73 ಲಕ್ಷ, ಇಎಂಡಿ 58000.00: [46, 843, 481, 854]
market-row: [44, 152, 234, 165]
calendar-label: ತಾಂತ್ರಿಕ ಬಿಡ್ ತೆರೆಯುವ ದಿನಾಂಕ: [46, 1972, 137, 1983]
court2-body: ಅರ್ಜಿದಾರರು ಪ್ರಕರಣವನ್ನು ದಾಖಲಿಸಿದ್ದು, ದಿನಾಂಕ 09-10-2022 ರಂದು ಮೃತಪಟ್ಟಿರುತ್ತಾರೆ. ನೋಟೀಸು ಪ್ರಕಟವಾದ 15 ದಿನದೊಳಗೆ ನ್ಯಾಯಾಲಯದಲ್ಲಿ ಹಾಜರಾಗಿ ಆಕ್ಷೇಪಣೆ ಸಲ್ಲಿಸತಕ್ಕದ್ದು. ದಿನಾಂಕ 6-1-2026 ರಂದು ನ್ಯಾಯಾಲಯದ ಮುದ್ರೆಯೊಂದಿಗೆ ನೀಡಲಾಗಿದೆ.: [605, 385, 771, 456]
hubli-banner: ಇ-ಟೆಂಡರ್ ಅಧಿಸೂಚನೆ: [219, 1638, 411, 1655]
sl-cell: 10: [794, 1699, 818, 1738]
edition-city: ಮಂಗಳೂರು: [894, 43, 1077, 82]
kbl-logo-icon: ✦: [1176, 386, 1193, 409]
market-item-low: 520: [164, 178, 185, 192]
separator: -: [184, 314, 189, 327]
market-item-high: 550: [214, 178, 235, 192]
koppal-intro: ಕರ್ನಾಟಕ ರಾಜ್ಯಪಾಲರ ಪರವಾಗಿ ಕಾರ್ಯಪಾಲಕ ಅಭಿಯಂತರರು ಪಂಚಾಯತ್ ರಾಜ್ ಇಂಜಿನಿಯರಿಂಗ್ ವಿಭಾಗ ಕೊಪ್ಪಳ ರವರು 2025-26ನೇ ಸಾಲಿನ ಕಾಮಗಾರಿಗಳಿಗೆ ಇ-ಪ್ರೊಕ್ಯೂರ್‌ಮೆಂಟ್ ಮೂಲಕ ಟೆಂಡರ್ ಆಹ್ವಾನಿಸಲಾಗಿದೆ. ವಿವರಗಳಿಗೆ https://kppp.karnataka.gov.in ನೋಡುವುದು.: [46, 632, 583, 658]
court-b-sd2: Principal Senior Civil Judge & CJM, Mangaluru, D.K: [981, 802, 1151, 827]
hubli-calendar-row: [46, 1960, 583, 1970]
market-item-low: 350: [164, 259, 185, 273]
mysore-ref: ಸಂಖ್ಯೆ: ಎಂಝೆಡ್/ಟೆಂಡರ್/2025-26: [1174, 108, 1289, 118]
amount-cell: 20078335.07: [1230, 1465, 1324, 1493]
calendar-label: ಟೆಂಡರ್ ಸಲ್ಲಿಸುವ ಕೊನೆಯ ದಿನಾಂಕ: [46, 2001, 147, 2011]
ksdb-sign: ಸಹಿ/- ಕಾರ್ಯಪಾಲಕ ಅಭಿಯಂತರರು, ಕರ್ನಾಟಕ ಕೊಳಗೇರಿ ಅಭಿವೃದ್ಧಿ ಮಂಡಳಿ ಕಲಬುರಗಿ ವಿಭಾಗ, ಕಲಬುರಗಿ.: [1188, 1978, 1496, 1988]
ksdb-footer-row: [793, 1978, 1496, 1988]
hubli-footer: ವಾ.ಸಾ.ಸಂ/ಧಾರವಾಡ/1227/2025-26: [46, 2054, 157, 2063]
mysore-ref-row: [1174, 108, 1496, 119]
separator: -: [184, 178, 189, 192]
table-row: [794, 1855, 1496, 1894]
shimoga-footer: ವಾ.ಸಾ.ಸಂ.ದ/ಶಿ.ಮೊ/2025-26/02/02/3023: [255, 291, 391, 299]
category-cell: ಕ್ಲಾಸ್ ದರ್ಜೆ: [1398, 1465, 1495, 1493]
karnataka-emblem-icon: ◎: [46, 531, 100, 584]
calendar-value: 06-03-2026 ಸಂಜೆ 04.30 ಗಂಟೆ: [471, 2014, 583, 2025]
